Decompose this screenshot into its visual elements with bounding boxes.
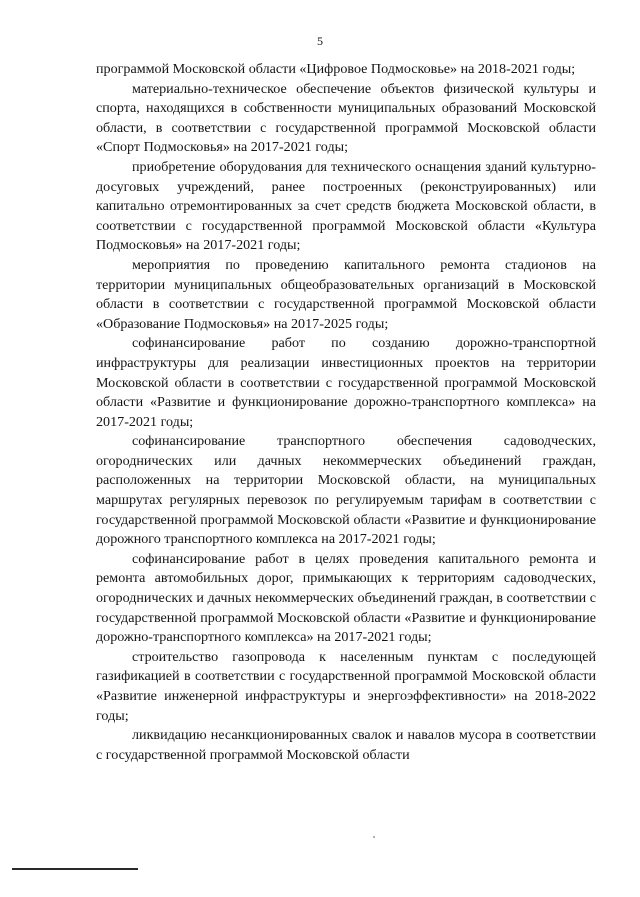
paragraph-gas-pipeline: строительство газопровода к населенным пунктам с последующей газификацией в соответствии с государственной программой Московской области «Развитие инженерной инфраструктуры и энергоэффективности» на 2018-2022 годы; xyxy=(96,648,596,724)
paragraph-continuation: программой Московской области «Цифровое Подмосковье» на 2018-2021 годы; xyxy=(96,61,576,77)
paragraph-stadiums: мероприятия по проведению капитального ремонта стадионов на территории муниципальных общеобразовательных организаций в Московской области в соответствии с государственной программой Московской области «Образование Подмосковья» на 2017-2025 годы; xyxy=(96,256,596,332)
paragraph-transport-gardeners: софинансирование транспортного обеспечения садоводческих, огороднических или дачных некоммерческих объединений граждан, расположенных на территории Московской области, на муниципальных маршрутах регулярных перевозок по регулируемым тарифам в соответствии с государственной программой Московской области «Развитие и функционирование дорожного транспортного комплекса на 2017-2021 годы; xyxy=(96,433,596,548)
footer-rule xyxy=(12,868,138,870)
document-body xyxy=(96,60,596,765)
paragraph-sport: материально-техническое обеспечение объектов физической культуры и спорта, находящихся в собственности муниципальных образований Московской области, в соответствии с государственной программой Московской области «Спорт Подмосковья» на 2017-2021 годы; xyxy=(96,80,596,156)
paragraph-road-infrastructure: софинансирование работ по созданию дорожно-транспортной инфраструктуры для реализации инвестиционных проектов на территории Московской области в соответствии с государственной программой Московской области «Развитие и функционирование дорожно-транспортного комплекса» на 2017-2021 годы; xyxy=(96,335,596,430)
paragraph-road-repair: софинансирование работ в целях проведения капитального ремонта и ремонта автомобильных дорог, примыкающих к территориям садоводческих, огороднических и дачных некоммерческих объединений граждан, в соответствии с государственной программой Московской области «Развитие и функционирование дорожно-транспортного комплекса» на 2017-2021 годы; xyxy=(96,550,596,646)
page-number: 5 xyxy=(317,34,323,48)
paragraph-culture: приобретение оборудования для технического оснащения зданий культурно-досуговых учреждений, ранее построенных (реконструированных) или капитально отремонтированных за счет средств бюджета Московской области, в соответствии с государственной программой Московской области «Культура Подмосковья» на 2017-2021 годы; xyxy=(96,158,596,254)
paragraph-landfills: ликвидацию несанкционированных свалок и навалов мусора в соответствии с государственной программой Московской области xyxy=(96,727,596,763)
scan-speck xyxy=(373,836,375,838)
